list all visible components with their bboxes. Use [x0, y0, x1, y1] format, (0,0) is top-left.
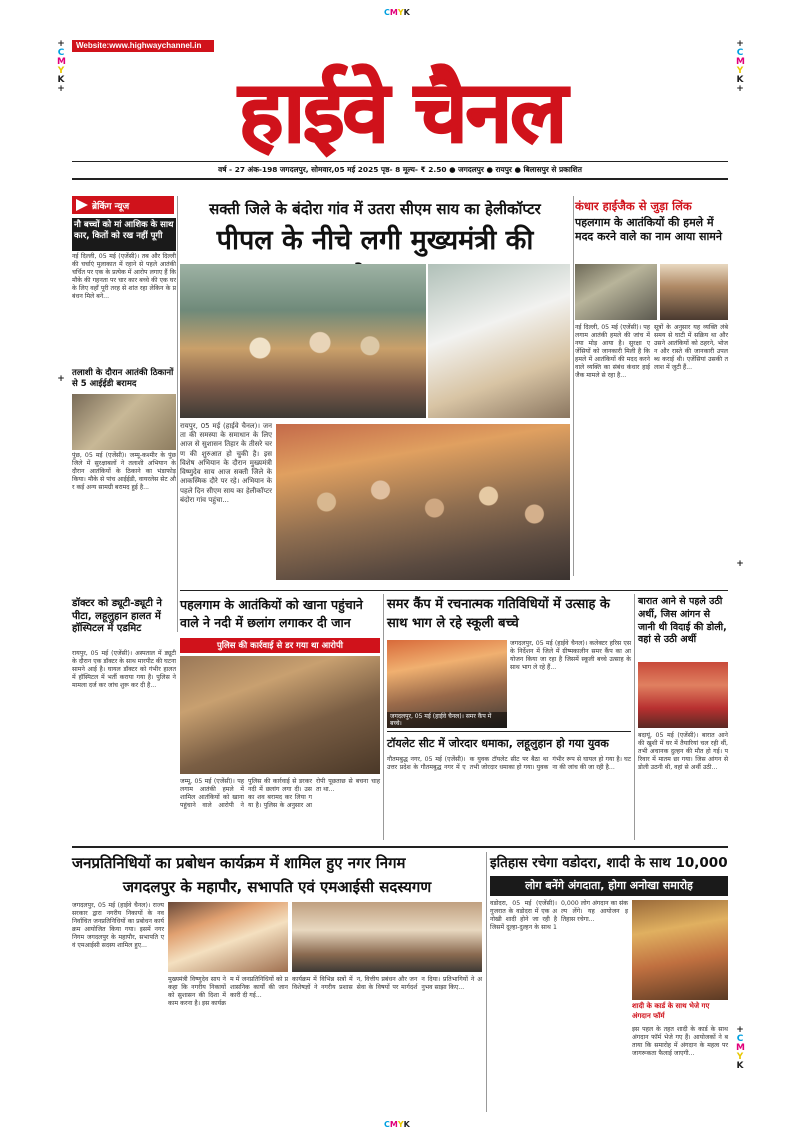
vadodara-headline-1: इतिहास रचेगा वडोदरा, शादी के साथ 10,000 [490, 855, 728, 871]
story-body: रायपुर, 05 मई (एजेंसी)। अस्पताल में ड्यूटी के दौरान एक डॉक्टर के साथ मारपीट की घटना सामने आई है। घायल डॉक्टर को गंभीर हालत में हॉस्पिटल में भर्ती कराया गया है। पुलिस ने मामला दर्ज कर जांच शुरू कर दी है... [72, 650, 176, 690]
pahalgam-headline: पहलगाम के आतंकियों को खाना पहुंचाने वाले ने नदी में छलांग लगाकर दी जान [180, 597, 363, 630]
registration-label-bottom [384, 1120, 410, 1129]
reg-y: Y [397, 1120, 404, 1129]
section-rule-thick [72, 846, 728, 848]
lead-kicker: सक्ती जिले के बंदोरा गांव में उतरा सीएम साय का हेलीकॉप्टर [209, 200, 541, 218]
baraat-body: बदायूं, 05 मई (एजेंसी)। बारात आने की खुशी में घर में तैयारियां चल रही थीं, तभी अचानक दुल्हन की मौत हो गई। परिवार में मातम छा गया। जिस आंगन से डोली उठनी थी, वहां से अर्थी उठी... [638, 732, 728, 772]
lead-photo-figures [200, 304, 400, 414]
lead-body-left: रायपुर, 05 मई (हाईवे चैनल)। जनता की समस्या के समाधान के लिए आज से सुशासन तिहार के तीसरे चरण की शुरुआत हो चुकी है। इस विशेष अभियान के दौरान मुख्यमंत्री विष्णुदेव साय आज सक्ती जिले के आकस्मिक दौरे पर रहे। अभियान के पहले दिन सीएम साय का हेलीकॉप्टर बंदोरा गांव पहुंचा... [180, 422, 272, 504]
reg-y: Y [736, 66, 744, 76]
lead-photo-crowd [286, 454, 556, 574]
breaking-icon [76, 199, 88, 211]
column-rule [573, 196, 574, 576]
vadodara-photo [632, 900, 728, 1000]
reg-k: K [736, 75, 744, 85]
registration-label-top [384, 8, 410, 17]
reg-y: Y [57, 66, 65, 76]
reg-k: K [57, 75, 65, 85]
summer-photo [387, 640, 507, 728]
toilet-headline: टॉयलेट सीट में जोरदार धमाका, लहूलुहान हो गया युवक [387, 737, 609, 750]
pahalgam-body: जम्मू, 05 मई (एजेंसी)। पहलगाम आतंकी हमले में शामिल आतंकियों को खाना पहुंचाने वाले आरोपी ने पुलिस की कार्रवाई से डरकर नदी में छलांग लगा दी। उसका शव बरामद कर लिया गया है। पुलिस के अनुसार आरोपी पूछताछ से बचना चाहता था... [180, 778, 380, 810]
reg-plus: + [736, 559, 744, 569]
kandhar-photo-1 [575, 264, 657, 320]
reg-y: Y [736, 1052, 744, 1062]
section-rule [180, 590, 728, 591]
reg-plus: + [736, 84, 744, 94]
registration-marks-right [736, 40, 744, 94]
breaking-story-2 [72, 368, 176, 596]
lead-photo-bottom [276, 424, 570, 580]
story-headline: नौ बच्चों को मां आशिक के साथ कार, कितों को रख नहीं पूगी [72, 218, 176, 251]
breaking-story-3 [72, 598, 176, 840]
ngm-photo-2 [292, 902, 482, 972]
story-photo [72, 394, 176, 450]
section-rule [387, 731, 631, 732]
story-headline: डॉक्टर को ड्यूटी-ड्यूटी ने पीटा, लहूलुहान हालत में हॉस्पिटल में एडमिट [72, 598, 162, 634]
kandhar-headline: पहलगाम के आतंकियों की हमले में मदद करने वाले का नाम आया सामने [575, 216, 722, 244]
breaking-story-1 [72, 218, 176, 363]
reg-k: K [403, 1120, 410, 1129]
reg-plus: + [736, 1025, 744, 1035]
ngm-photo-1 [168, 902, 288, 972]
reg-c: C [384, 8, 390, 17]
masthead-title: हाईवे चैनल [238, 63, 566, 161]
reg-m: M [57, 57, 66, 67]
ngm-body-2: मुख्यमंत्री विष्णुदेव साय ने कहा कि नगरीय निकायों को सुशासन की दिशा में काम करना है। इस कार्यक्रम में जनप्रतिनिधियों को प्रशासनिक कार्यों की जानकारी दी गई... [168, 976, 288, 1008]
baraat-headline: बारात आने से पहले उठी अर्थी, जिस आंगन से जानी थी विदाई की डोली, वहां से उठी अर्थी [638, 596, 727, 646]
reg-m: M [736, 57, 745, 67]
vadodara-headline-2: लोग बनेंगे अंगदाता, होगा अनोखा समारोह [490, 876, 728, 896]
story-body: पुंछ, 05 मई (एजेंसी)। जम्मू-कश्मीर के पुंछ जिले में सुरक्षाबलों ने तलाशी अभियान के दौरान आतंकियों के ठिकाने का भंडाफोड़ किया। मौके से पांच आईईडी, वायरलेस सेट और कई अन्य सामग्री बरामद हुई है... [72, 452, 176, 492]
summer-photo-caption: जगदलपुर, 05 मई (हाईवे चैनल)। समर कैंप में बच्चे। [387, 712, 507, 728]
reg-y: Y [397, 8, 404, 17]
reg-k: K [736, 1061, 744, 1071]
reg-c: C [736, 1034, 744, 1044]
reg-m: M [736, 1043, 745, 1053]
registration-marks-left [57, 40, 65, 94]
story-headline: तलाशी के दौरान आतंकी ठिकानों से 5 आईईडी बरामद [72, 368, 174, 390]
lead-photo-main [180, 264, 426, 418]
column-rule [177, 196, 178, 632]
reg-plus: + [57, 374, 65, 384]
reg-c: C [57, 48, 65, 58]
website-bar[interactable]: Website:www.highwaychannel.in [72, 40, 214, 52]
pahalgam-subhead: पुलिस की कार्रवाई से डर गया था आरोपी [180, 638, 380, 653]
vadodara-body-2: इस पहल के तहत शादी के कार्ड के साथ अंगदान फॉर्म भेजे गए हैं। आयोजकों ने बताया कि समारोह में अंगदान के महत्व पर जागरूकता फैलाई जाएगी... [632, 1026, 728, 1058]
vadodara-subhead: शादी के कार्ड के साथ भेजे गए अंगदान फॉर्म [632, 1002, 710, 1020]
baraat-photo [638, 662, 728, 728]
lead-photo-right [428, 264, 570, 418]
toilet-body: गौतमबुद्ध नगर, 05 मई (एजेंसी)। उत्तर प्रदेश के गौतमबुद्ध नगर में एक युवक टॉयलेट सीट पर बैठा था तभी जोरदार धमाका हो गया। युवक गंभीर रूप से घायल हो गया है। घटना की जांच की जा रही है... [387, 756, 631, 772]
ngm-body-3: कार्यक्रम में विभिन्न सत्रों में विशेषज्ञों ने नगरीय प्रशासन, वित्तीय प्रबंधन और जनसेवा के विषयों पर मार्गदर्शन दिया। प्रतिभागियों ने अनुभव साझा किए... [292, 976, 482, 992]
reg-plus: + [736, 39, 744, 49]
column-rule [383, 594, 384, 840]
reg-plus: + [57, 39, 65, 49]
registration-marks-right-bottom [736, 1026, 744, 1071]
ngm-body-1: जगदलपुर, 05 मई (हाईवे चैनल)। राज्य सरकार द्वारा नगरीय निकायों के नवनिर्वाचित जनप्रतिनिधियों का प्रबोधन कार्यक्रम आयोजित किया गया। इसमें नगर निगम जगदलपुर के महापौर, सभापति एवं एमआईसी सदस्य शामिल हुए... [72, 902, 164, 950]
kandhar-body-2: सूत्रों के अनुसार यह व्यक्ति लंबे समय से घाटी में सक्रिय था और उसने आतंकियों को ठहरने, भोजन और रास्ते की जानकारी उपलब्ध कराई थी। एजेंसियां उसकी तलाश में जुटी हैं... [654, 324, 728, 372]
breaking-label-text: ब्रेकिंग न्यूज [92, 201, 130, 212]
story-body: नई दिल्ली, 05 मई (एजेंसी)। तब और दिल्ली की चर्चाएं मुलाकात में रहाने से पहले आतंकी चर्चित पर एक के प्रत्येक में आरोप लगाए हैं कि मौके की गहनता पर चार कार बच्चे की एक घर के लिए वहाँ पूरी तरह से शांत रहा लेकिन के प्रबंधन मिले बने... [72, 253, 176, 301]
column-rule [634, 594, 635, 840]
kandhar-kicker: कंधार हाईजैक से जुड़ा लिंक [575, 199, 692, 213]
masthead-rule-bottom [72, 178, 728, 180]
column-rule [486, 852, 487, 1112]
summer-body: जगदलपुर, 05 मई (हाईवे चैनल)। कलेक्टर हरिस एस के निर्देशन में जिले में ग्रीष्मकालीन समर कैंप का आयोजन किया जा रहा है जिसमें स्कूली बच्चे उत्साह के साथ भाग ले रहे हैं... [510, 640, 631, 672]
breaking-label [72, 196, 174, 214]
masthead-meta: वर्ष - 27 अंक-198 जगदलपुर, सोमवार,05 मई 2025 पृष्ठ- 8 मूल्य- ₹ 2.50 ● जगदलपुर ● रायपुर ● बिलासपुर से प्रकाशित [218, 165, 582, 174]
lead-headline: पीपल के नीचे लगी मुख्यमंत्री की [216, 225, 534, 256]
kandhar-photo-2 [660, 264, 728, 320]
reg-plus: + [57, 84, 65, 94]
reg-c: C [736, 48, 744, 58]
summer-headline: समर कैंप में रचनात्मक गतिविधियों में उत्साह के साथ भाग ले रहे स्कूली बच्चे [387, 597, 610, 631]
reg-m: M [389, 1120, 398, 1129]
vadodara-body-1: वडोदरा, 05 मई (एजेंसी)। गुजरात के वडोदरा में एक अनोखी शादी होने जा रही है जिसमें दूल्हा-दुल्हन के साथ 10,000 लोग अंगदान का संकल्प लेंगे। यह आयोजन इतिहास रचेगा... [490, 900, 628, 932]
ngm-headline-1: जनप्रतिनिधियों का प्रबोधन कार्यक्रम में शामिल हुए नगर निगम [72, 854, 406, 872]
reg-c: C [384, 1120, 390, 1129]
reg-k: K [403, 8, 410, 17]
reg-m: M [389, 8, 398, 17]
pahalgam-photo [180, 656, 380, 774]
kandhar-body-1: नई दिल्ली, 05 मई (एजेंसी)। पहलगाम आतंकी हमले की जांच में नया मोड़ आया है। सुरक्षा एजेंसियों को जानकारी मिली है कि हमले में आतंकियों की मदद करने वाले व्यक्ति का संबंध कंधार हाईजैक मामले से रहा है... [575, 324, 650, 380]
masthead-rule-top [72, 161, 728, 162]
ngm-headline-2: जगदलपुर के महापौर, सभापति एवं एमआईसी सदस्यगण [122, 878, 432, 896]
